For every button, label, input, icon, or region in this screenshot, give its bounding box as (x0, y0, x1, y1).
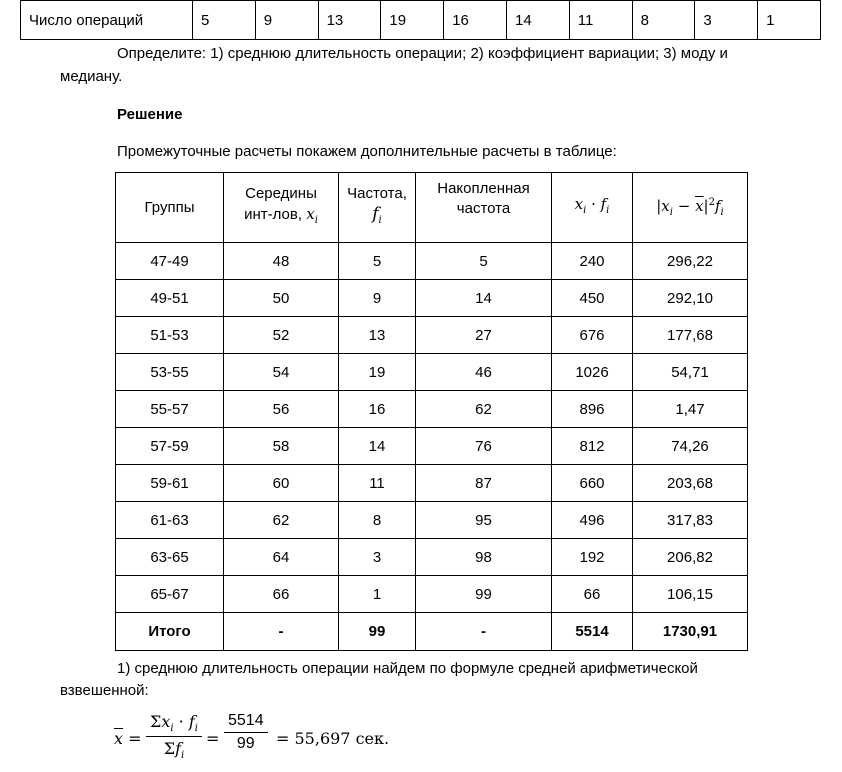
header-xf: $x_i \cdot f_i$ (552, 173, 633, 243)
step1-line-1: 1) среднюю длительность операции найдем по формуле средней арифметической (117, 660, 698, 677)
total-mid: - (224, 613, 339, 651)
cell-mid: 50 (224, 280, 339, 317)
formula-den-1: $\Sigma f_i$ (163, 739, 185, 762)
cell-mid: 60 (224, 465, 339, 502)
cell-mid: 64 (224, 539, 339, 576)
table-row (116, 576, 748, 613)
cell-freq: 16 (339, 391, 416, 428)
row-value: 8 (632, 1, 695, 40)
formula-result: = 55,697 сек. (276, 729, 390, 748)
cell-freq: 9 (339, 280, 416, 317)
cell-freq: 8 (339, 502, 416, 539)
cell-mid: 48 (224, 243, 339, 280)
table-total-row (116, 613, 748, 651)
cell-freq: 1 (339, 576, 416, 613)
header-frequency: Частота, $f_i$ (339, 173, 416, 243)
cell-group: 65-67 (116, 576, 224, 613)
operations-count-row (20, 0, 821, 40)
cell-cum: 87 (416, 465, 552, 502)
total-label: Итого (116, 613, 224, 651)
table-row (116, 391, 748, 428)
mean-formula (114, 712, 414, 768)
cell-dev: 1,47 (633, 391, 748, 428)
intro-text: Промежуточные расчеты покажем дополнительные расчеты в таблице: (117, 143, 617, 160)
table-header-row (116, 173, 748, 243)
table-row (116, 539, 748, 576)
cell-dev: 106,15 (633, 576, 748, 613)
cell-freq: 13 (339, 317, 416, 354)
row-label: Число операций (21, 1, 193, 40)
cell-xf: 812 (552, 428, 633, 465)
total-xf: 5514 (552, 613, 633, 651)
cell-freq: 5 (339, 243, 416, 280)
header-cumulative: Накопленная частота (416, 173, 552, 243)
cell-dev: 54,71 (633, 354, 748, 391)
row-value: 1 (758, 1, 821, 40)
cell-dev: 177,68 (633, 317, 748, 354)
step1-line-2: взвешенной: (60, 682, 149, 699)
cell-xf: 496 (552, 502, 633, 539)
cell-freq: 14 (339, 428, 416, 465)
table-row (116, 502, 748, 539)
cell-dev: 203,68 (633, 465, 748, 502)
cell-xf: 450 (552, 280, 633, 317)
solution-heading: Решение (117, 106, 183, 123)
cell-group: 55-57 (116, 391, 224, 428)
table-row (116, 428, 748, 465)
formula-den-2: 99 (236, 735, 255, 752)
cell-dev: 292,10 (633, 280, 748, 317)
row-value: 16 (444, 1, 507, 40)
cell-group: 49-51 (116, 280, 224, 317)
total-freq: 99 (339, 613, 416, 651)
cell-dev: 206,82 (633, 539, 748, 576)
cell-xf: 660 (552, 465, 633, 502)
cell-cum: 46 (416, 354, 552, 391)
task-line-1: Определите: 1) среднюю длительность операции; 2) коэффициент вариации; 3) моду и (117, 45, 728, 62)
cell-cum: 98 (416, 539, 552, 576)
cell-group: 59-61 (116, 465, 224, 502)
cell-cum: 27 (416, 317, 552, 354)
formula-num-2: 5514 (224, 712, 268, 733)
cell-xf: 1026 (552, 354, 633, 391)
cell-xf: 66 (552, 576, 633, 613)
formula-num-1: $\Sigma x_i \cdot f_i$ (146, 712, 202, 737)
total-cum: - (416, 613, 552, 651)
cell-xf: 896 (552, 391, 633, 428)
row-value: 3 (695, 1, 758, 40)
cell-group: 61-63 (116, 502, 224, 539)
cell-group: 63-65 (116, 539, 224, 576)
formula-eq: = (206, 729, 220, 748)
header-deviation: $|x_i - \overline{x}|^2f_i$ (633, 173, 748, 243)
cell-mid: 54 (224, 354, 339, 391)
formula-fraction-2 (224, 712, 268, 753)
calculation-table (115, 172, 748, 651)
cell-group: 47-49 (116, 243, 224, 280)
cell-xf: 192 (552, 539, 633, 576)
cell-cum: 5 (416, 243, 552, 280)
cell-dev: 74,26 (633, 428, 748, 465)
cell-mid: 62 (224, 502, 339, 539)
cell-group: 51-53 (116, 317, 224, 354)
total-dev: 1730,91 (633, 613, 748, 651)
header-groups: Группы (116, 173, 224, 243)
header-midpoints: Середины инт-лов, $x_i$ (224, 173, 339, 243)
cell-mid: 56 (224, 391, 339, 428)
cell-xf: 240 (552, 243, 633, 280)
row-value: 13 (318, 1, 381, 40)
row-value: 19 (381, 1, 444, 40)
cell-cum: 76 (416, 428, 552, 465)
cell-freq: 19 (339, 354, 416, 391)
cell-dev: 317,83 (633, 502, 748, 539)
table-row (116, 354, 748, 391)
row-value: 11 (569, 1, 632, 40)
row-value: 14 (506, 1, 569, 40)
cell-mid: 66 (224, 576, 339, 613)
row-value: 9 (255, 1, 318, 40)
cell-mid: 58 (224, 428, 339, 465)
formula-fraction-1 (146, 712, 202, 761)
table-row (116, 317, 748, 354)
table-row (116, 280, 748, 317)
row-value: 5 (193, 1, 256, 40)
cell-cum: 62 (416, 391, 552, 428)
cell-xf: 676 (552, 317, 633, 354)
cell-cum: 99 (416, 576, 552, 613)
cell-freq: 11 (339, 465, 416, 502)
cell-dev: 296,22 (633, 243, 748, 280)
cell-cum: 14 (416, 280, 552, 317)
cell-mid: 52 (224, 317, 339, 354)
cell-cum: 95 (416, 502, 552, 539)
cell-freq: 3 (339, 539, 416, 576)
table-row (116, 465, 748, 502)
table-row (116, 243, 748, 280)
cell-group: 53-55 (116, 354, 224, 391)
formula-lhs: $\overline{x}$ = (114, 729, 142, 748)
task-line-2: медиану. (60, 68, 123, 85)
cell-group: 57-59 (116, 428, 224, 465)
